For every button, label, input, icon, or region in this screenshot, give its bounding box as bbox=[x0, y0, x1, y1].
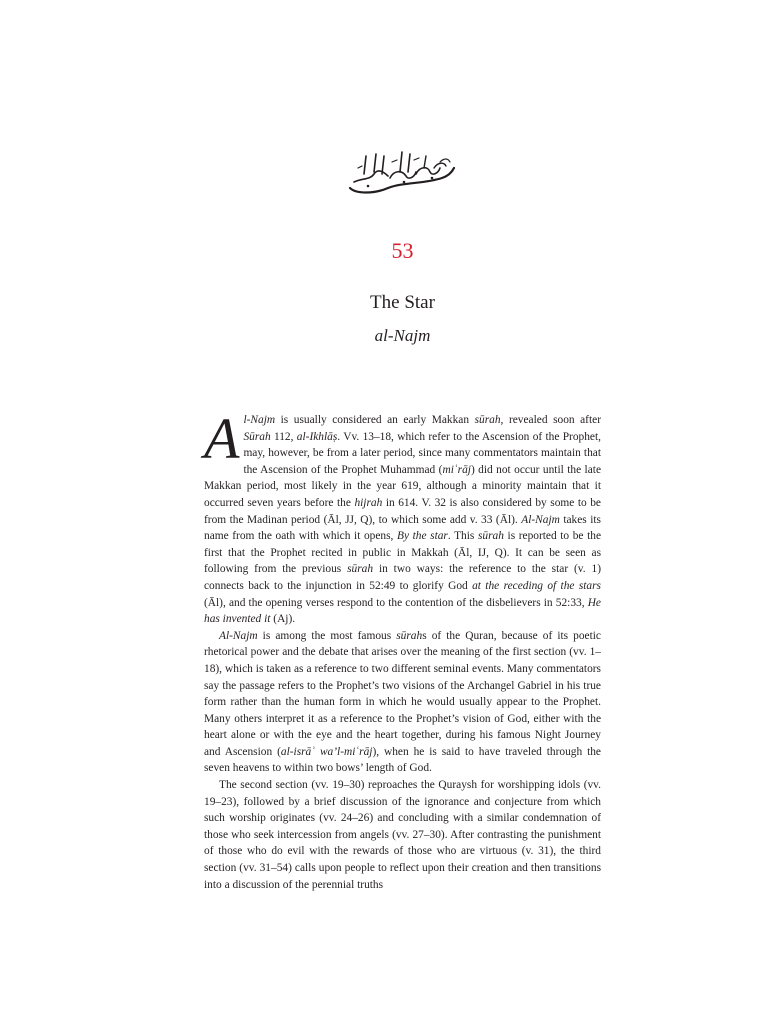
paragraph-1 bbox=[204, 406, 602, 628]
text-span: sūrah bbox=[396, 629, 423, 642]
text-span: sūrah, bbox=[474, 414, 504, 426]
text-span: is usually considered an early Makkan bbox=[275, 414, 475, 426]
text-span: . This bbox=[447, 530, 478, 543]
text-span: revealed soon after bbox=[503, 414, 601, 426]
text-span: By the star bbox=[397, 530, 448, 543]
text-span: in two ways: the reference to the star (v. 1) connects back to the injunction in 52:49 to glorify God bbox=[204, 563, 601, 592]
text-span: Al-Najm bbox=[219, 629, 258, 642]
text-span: He has invented it bbox=[204, 596, 601, 626]
text-span: takes its name from the oath with which it opens, bbox=[204, 513, 601, 543]
paragraph-2 bbox=[204, 628, 601, 777]
text-span: Sūrah bbox=[243, 430, 271, 443]
text-span: al-Ikhlāṣ bbox=[296, 430, 338, 443]
text-span: 112, bbox=[270, 430, 297, 443]
text-span: hijrah bbox=[354, 496, 383, 509]
text-span: . Vv. 13–18, which refer to the Ascension of the Prophet, may, however, be from a later period, since many commentators maintain that the Ascension of the Prophet Muhammad ( bbox=[243, 430, 601, 476]
text-span: ) did not occur until the late Makkan period, most likely in the year 619, although a minority maintain that it occurred seven years before the bbox=[204, 463, 601, 509]
surah-title-transliteration: al-Najm bbox=[374, 326, 431, 345]
text-span: s of the Quran, because of its poetic rhetorical power and the debate that arises over the meaning of the first section (vv. 1–18), which is taken as a reference to two different seminal events. Many commentators say the passage refers to the Prophet’s two visions of the Archangel Gabriel in his true form rather than the human form in which he would usually appear to the Prophet. Many others interpret it as a reference to the Prophet’s vision of God, either with the heart alone or with the eye and the heart together, during his famous Night Journey and Ascension ( bbox=[204, 629, 601, 758]
text-span: sūrah bbox=[477, 530, 504, 543]
paragraph-3 bbox=[204, 777, 601, 893]
text-span: at the receding of the stars bbox=[472, 579, 601, 592]
surah-title-english: The Star bbox=[370, 292, 435, 313]
text-span: in 614. V. 32 is also considered by some to be from the Madinan period (Āl, JJ, Q), to which some add v. 33 (Āl). bbox=[204, 496, 601, 526]
surah-number: 53 bbox=[391, 238, 414, 263]
text-span: l-Najm bbox=[243, 414, 276, 426]
basmala-calligraphy bbox=[344, 148, 458, 196]
text-span: Al-Najm bbox=[521, 513, 560, 526]
text-span: (Āl), and the opening verses respond to the contention of the disbelievers in 52:33, bbox=[204, 596, 588, 609]
text-span: ), when he is said to have traveled through the seven heavens to within two bows’ length of God. bbox=[204, 745, 601, 775]
text-span: (Aj). bbox=[270, 613, 296, 626]
drop-cap: A bbox=[204, 406, 240, 471]
text-span: sūrah bbox=[347, 563, 374, 576]
introduction-text bbox=[204, 406, 602, 893]
text-span: is reported to be the first that the Prophet recited in public in Makkah (Āl, IJ, Q). It can be seen as following from the previous bbox=[204, 530, 602, 576]
text-span: is among the most famous bbox=[257, 629, 397, 642]
text-span: al-isrāʾ wa’l-miʿrāj bbox=[280, 745, 373, 758]
text-span: The second section (vv. 19–30) reproaches the Quraysh for worshipping idols (vv. 19–23), followed by a brief discussion of the ignorance and conjecture from which such worship originates (vv. 24–26) and concluding with a similar condemnation of those who seek intercession from angels (vv. 27–30). After contrasting the punishment of those who do evil with the rewards of those who are virtuous (v. 31), the third section (vv. 31–54) calls upon people to reflect upon their creation and then transitions into a discussion of the perennial truths bbox=[204, 779, 601, 891]
text-span: miʿrāj bbox=[442, 463, 471, 476]
